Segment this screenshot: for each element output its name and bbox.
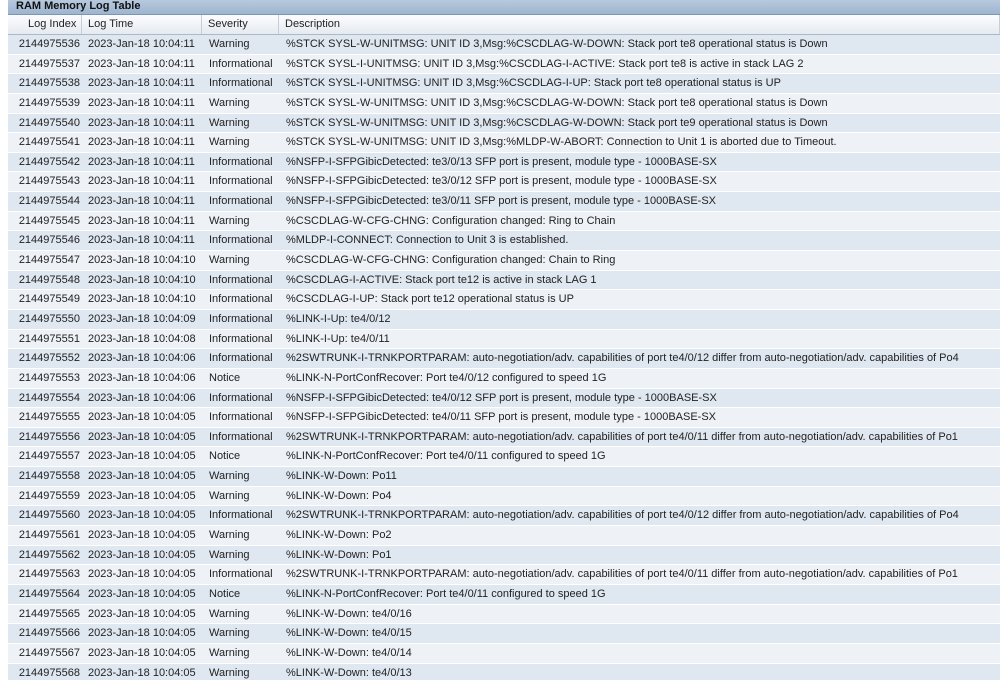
table-row[interactable] <box>8 192 1000 212</box>
severity-cell: Informational <box>209 57 273 70</box>
table-row[interactable] <box>8 153 1000 173</box>
severity-cell: Warning <box>209 548 250 561</box>
severity-cell: Notice <box>209 450 241 463</box>
description-cell: %STCK SYSL-W-UNITMSG: UNIT ID 3,Msg:%CSCDLAG-W-DOWN: Stack port te8 operational status is Down <box>286 96 828 109</box>
severity-cell: Informational <box>209 352 273 365</box>
severity-cell: Warning <box>209 646 250 659</box>
log-index-cell: 2144975560 <box>18 509 80 522</box>
table-row[interactable] <box>8 664 1000 680</box>
table-row[interactable] <box>8 231 1000 251</box>
description-cell: %2SWTRUNK-I-TRNKPORTPARAM: auto-negotiation/adv. capabilities of port te4/0/11 differ from auto-negotiation/adv. capabilities of Po1 <box>286 568 958 581</box>
table-row[interactable] <box>8 467 1000 487</box>
description-cell: %MLDP-I-CONNECT: Connection to Unit 3 is established. <box>286 234 569 247</box>
column-header-log-index[interactable]: Log Index <box>8 15 82 34</box>
description-cell: %LINK-W-Down: te4/0/14 <box>286 646 412 659</box>
log-index-cell: 2144975541 <box>18 136 80 149</box>
log-time-cell: 2023-Jan-18 10:04:06 <box>88 391 196 404</box>
severity-cell: Warning <box>209 254 250 267</box>
log-time-cell: 2023-Jan-18 10:04:05 <box>88 509 196 522</box>
log-index-cell: 2144975548 <box>18 273 80 286</box>
log-index-cell: 2144975565 <box>18 607 80 620</box>
log-index-cell: 2144975563 <box>18 568 80 581</box>
description-cell: %NSFP-I-SFPGibicDetected: te3/0/12 SFP port is present, module type - 1000BASE-SX <box>286 175 717 188</box>
log-index-cell: 2144975558 <box>18 470 80 483</box>
log-index-cell: 2144975555 <box>18 411 80 424</box>
severity-cell: Notice <box>209 587 241 600</box>
log-time-cell: 2023-Jan-18 10:04:10 <box>88 273 196 286</box>
description-cell: %CSCDLAG-W-CFG-CHNG: Configuration changed: Ring to Chain <box>286 214 616 227</box>
severity-cell: Informational <box>209 234 273 247</box>
log-index-cell: 2144975550 <box>18 312 80 325</box>
log-index-cell: 2144975551 <box>18 332 80 345</box>
severity-cell: Informational <box>209 155 273 168</box>
log-time-cell: 2023-Jan-18 10:04:05 <box>88 607 196 620</box>
severity-cell: Warning <box>209 470 250 483</box>
log-index-cell: 2144975542 <box>18 155 80 168</box>
table-row[interactable] <box>8 74 1000 94</box>
table-row[interactable] <box>8 389 1000 409</box>
severity-cell: Informational <box>209 430 273 443</box>
severity-cell: Informational <box>209 411 273 424</box>
description-cell: %STCK SYSL-W-UNITMSG: UNIT ID 3,Msg:%CSCDLAG-W-DOWN: Stack port te8 operational status is Down <box>286 38 828 50</box>
log-time-cell: 2023-Jan-18 10:04:05 <box>88 411 196 424</box>
log-time-cell: 2023-Jan-18 10:04:11 <box>88 214 195 227</box>
table-row[interactable] <box>8 369 1000 389</box>
log-index-cell: 2144975549 <box>18 293 80 306</box>
log-time-cell: 2023-Jan-18 10:04:10 <box>88 254 196 267</box>
description-cell: %LINK-I-Up: te4/0/11 <box>286 332 390 345</box>
log-time-cell: 2023-Jan-18 10:04:11 <box>88 57 195 70</box>
table-row[interactable] <box>8 172 1000 192</box>
description-cell: %2SWTRUNK-I-TRNKPORTPARAM: auto-negotiation/adv. capabilities of port te4/0/12 differ from auto-negotiation/adv. capabilities of Po4 <box>286 509 959 522</box>
table-row[interactable] <box>8 565 1000 585</box>
log-index-cell: 2144975540 <box>18 116 80 129</box>
log-index-cell: 2144975544 <box>18 195 80 208</box>
log-time-cell: 2023-Jan-18 10:04:11 <box>88 175 195 188</box>
log-index-cell: 2144975543 <box>18 175 80 188</box>
description-cell: %LINK-W-Down: te4/0/13 <box>286 666 412 679</box>
table-row[interactable] <box>8 114 1000 134</box>
log-time-cell: 2023-Jan-18 10:04:06 <box>88 371 196 384</box>
severity-cell: Warning <box>209 607 250 620</box>
log-time-cell: 2023-Jan-18 10:04:05 <box>88 489 196 502</box>
log-time-cell: 2023-Jan-18 10:04:05 <box>88 568 196 581</box>
column-header-description[interactable]: Description <box>279 15 1000 34</box>
severity-cell: Informational <box>209 293 273 306</box>
log-time-cell: 2023-Jan-18 10:04:11 <box>88 77 195 90</box>
log-index-cell: 2144975536 <box>18 38 80 50</box>
description-cell: %LINK-W-Down: Po11 <box>286 470 397 483</box>
table-row[interactable] <box>8 605 1000 625</box>
description-cell: %STCK SYSL-I-UNITMSG: UNIT ID 3,Msg:%CSCDLAG-I-UP: Stack port te8 operational status is UP <box>286 77 781 90</box>
severity-cell: Warning <box>209 136 250 149</box>
log-time-cell: 2023-Jan-18 10:04:05 <box>88 548 196 561</box>
severity-cell: Notice <box>209 371 241 384</box>
description-cell: %CSCDLAG-I-UP: Stack port te12 operational status is UP <box>286 293 574 306</box>
log-index-cell: 2144975564 <box>18 587 80 600</box>
log-time-cell: 2023-Jan-18 10:04:10 <box>88 293 196 306</box>
severity-cell: Informational <box>209 568 273 581</box>
table-row[interactable] <box>8 212 1000 232</box>
log-time-cell: 2023-Jan-18 10:04:05 <box>88 450 196 463</box>
severity-cell: Informational <box>209 175 273 188</box>
log-time-cell: 2023-Jan-18 10:04:05 <box>88 430 196 443</box>
table-row[interactable] <box>8 585 1000 605</box>
severity-cell: Warning <box>209 666 250 679</box>
table-row[interactable] <box>8 506 1000 526</box>
log-time-cell: 2023-Jan-18 10:04:11 <box>88 155 195 168</box>
log-index-cell: 2144975547 <box>18 254 80 267</box>
table-row[interactable] <box>8 624 1000 644</box>
severity-cell: Informational <box>209 273 273 286</box>
log-index-cell: 2144975553 <box>18 371 80 384</box>
severity-cell: Warning <box>209 38 250 50</box>
description-cell: %STCK SYSL-W-UNITMSG: UNIT ID 3,Msg:%CSCDLAG-W-DOWN: Stack port te9 operational status is Down <box>286 116 828 129</box>
severity-cell: Warning <box>209 214 250 227</box>
log-index-cell: 2144975545 <box>18 214 80 227</box>
description-cell: %LINK-I-Up: te4/0/12 <box>286 312 391 325</box>
log-index-cell: 2144975538 <box>18 77 80 90</box>
table-body <box>8 35 1000 680</box>
table-row[interactable] <box>8 330 1000 350</box>
panel-title: RAM Memory Log Table <box>8 0 1000 15</box>
table-header <box>8 15 1000 35</box>
log-index-cell: 2144975539 <box>18 96 80 109</box>
description-cell: %LINK-N-PortConfRecover: Port te4/0/12 configured to speed 1G <box>286 371 607 384</box>
column-header-log-time[interactable]: Log Time <box>82 15 202 34</box>
log-time-cell: 2023-Jan-18 10:04:05 <box>88 587 196 600</box>
log-time-cell: 2023-Jan-18 10:04:11 <box>88 38 195 50</box>
log-time-cell: 2023-Jan-18 10:04:11 <box>88 96 195 109</box>
severity-cell: Informational <box>209 509 273 522</box>
log-time-cell: 2023-Jan-18 10:04:11 <box>88 136 195 149</box>
log-time-cell: 2023-Jan-18 10:04:06 <box>88 352 196 365</box>
log-time-cell: 2023-Jan-18 10:04:05 <box>88 646 196 659</box>
description-cell: %LINK-W-Down: Po2 <box>286 529 392 542</box>
table-row[interactable] <box>8 408 1000 428</box>
description-cell: %LINK-W-Down: Po1 <box>286 548 392 561</box>
log-time-cell: 2023-Jan-18 10:04:05 <box>88 529 196 542</box>
log-index-cell: 2144975556 <box>18 430 80 443</box>
severity-cell: Warning <box>209 529 250 542</box>
column-header-severity[interactable]: Severity <box>202 15 279 34</box>
table-row[interactable] <box>8 487 1000 507</box>
severity-cell: Informational <box>209 312 273 325</box>
table-row[interactable] <box>8 428 1000 448</box>
log-time-cell: 2023-Jan-18 10:04:09 <box>88 312 196 325</box>
table-row[interactable] <box>8 290 1000 310</box>
table-row[interactable] <box>8 251 1000 271</box>
log-index-cell: 2144975537 <box>18 57 80 70</box>
table-row[interactable] <box>8 133 1000 153</box>
description-cell: %NSFP-I-SFPGibicDetected: te3/0/11 SFP port is present, module type - 1000BASE-SX <box>286 195 717 208</box>
log-time-cell: 2023-Jan-18 10:04:05 <box>88 627 196 640</box>
log-index-cell: 2144975561 <box>18 529 80 542</box>
log-index-cell: 2144975562 <box>18 548 80 561</box>
log-time-cell: 2023-Jan-18 10:04:05 <box>88 666 196 679</box>
log-time-cell: 2023-Jan-18 10:04:11 <box>88 116 195 129</box>
description-cell: %LINK-N-PortConfRecover: Port te4/0/11 configured to speed 1G <box>286 587 606 600</box>
table-row[interactable] <box>8 546 1000 566</box>
description-cell: %STCK SYSL-I-UNITMSG: UNIT ID 3,Msg:%CSCDLAG-I-ACTIVE: Stack port te8 is active in stack LAG 2 <box>286 57 804 70</box>
log-index-cell: 2144975559 <box>18 489 80 502</box>
description-cell: %NSFP-I-SFPGibicDetected: te4/0/12 SFP port is present, module type - 1000BASE-SX <box>286 391 717 404</box>
log-time-cell: 2023-Jan-18 10:04:08 <box>88 332 196 345</box>
log-time-cell: 2023-Jan-18 10:04:11 <box>88 234 195 247</box>
severity-cell: Informational <box>209 195 273 208</box>
description-cell: %STCK SYSL-W-UNITMSG: UNIT ID 3,Msg:%MLDP-W-ABORT: Connection to Unit 1 is aborted due to Timeout. <box>286 136 837 149</box>
table-row[interactable] <box>8 644 1000 664</box>
severity-cell: Warning <box>209 489 250 502</box>
log-index-cell: 2144975552 <box>18 352 80 365</box>
description-cell: %CSCDLAG-W-CFG-CHNG: Configuration changed: Chain to Ring <box>286 254 616 267</box>
log-index-cell: 2144975567 <box>18 646 80 659</box>
table-row[interactable] <box>8 310 1000 330</box>
table-row[interactable] <box>8 55 1000 75</box>
description-cell: %2SWTRUNK-I-TRNKPORTPARAM: auto-negotiation/adv. capabilities of port te4/0/11 differ from auto-negotiation/adv. capabilities of Po1 <box>286 430 958 443</box>
description-cell: %CSCDLAG-I-ACTIVE: Stack port te12 is active in stack LAG 1 <box>286 273 597 286</box>
severity-cell: Warning <box>209 116 250 129</box>
log-index-cell: 2144975568 <box>18 666 80 679</box>
log-index-cell: 2144975557 <box>18 450 80 463</box>
description-cell: %2SWTRUNK-I-TRNKPORTPARAM: auto-negotiation/adv. capabilities of port te4/0/12 differ from auto-negotiation/adv. capabilities of Po4 <box>286 352 959 365</box>
log-index-cell: 2144975546 <box>18 234 80 247</box>
description-cell: %LINK-W-Down: te4/0/15 <box>286 627 412 640</box>
log-index-cell: 2144975566 <box>18 627 80 640</box>
table-row[interactable] <box>8 526 1000 546</box>
severity-cell: Informational <box>209 391 273 404</box>
table-row[interactable] <box>8 349 1000 369</box>
description-cell: %LINK-W-Down: te4/0/16 <box>286 607 412 620</box>
description-cell: %NSFP-I-SFPGibicDetected: te4/0/11 SFP port is present, module type - 1000BASE-SX <box>286 411 717 424</box>
description-cell: %LINK-W-Down: Po4 <box>286 489 392 502</box>
table-row[interactable] <box>8 447 1000 467</box>
log-table-panel <box>8 0 1000 680</box>
severity-cell: Informational <box>209 332 273 345</box>
table-row[interactable] <box>8 94 1000 114</box>
severity-cell: Warning <box>209 96 250 109</box>
description-cell: %NSFP-I-SFPGibicDetected: te3/0/13 SFP port is present, module type - 1000BASE-SX <box>286 155 717 168</box>
severity-cell: Informational <box>209 77 273 90</box>
log-index-cell: 2144975554 <box>18 391 80 404</box>
log-time-cell: 2023-Jan-18 10:04:11 <box>88 195 195 208</box>
log-time-cell: 2023-Jan-18 10:04:05 <box>88 470 196 483</box>
severity-cell: Warning <box>209 627 250 640</box>
description-cell: %LINK-N-PortConfRecover: Port te4/0/11 configured to speed 1G <box>286 450 606 463</box>
table-row[interactable] <box>8 271 1000 291</box>
table-row[interactable] <box>8 35 1000 55</box>
